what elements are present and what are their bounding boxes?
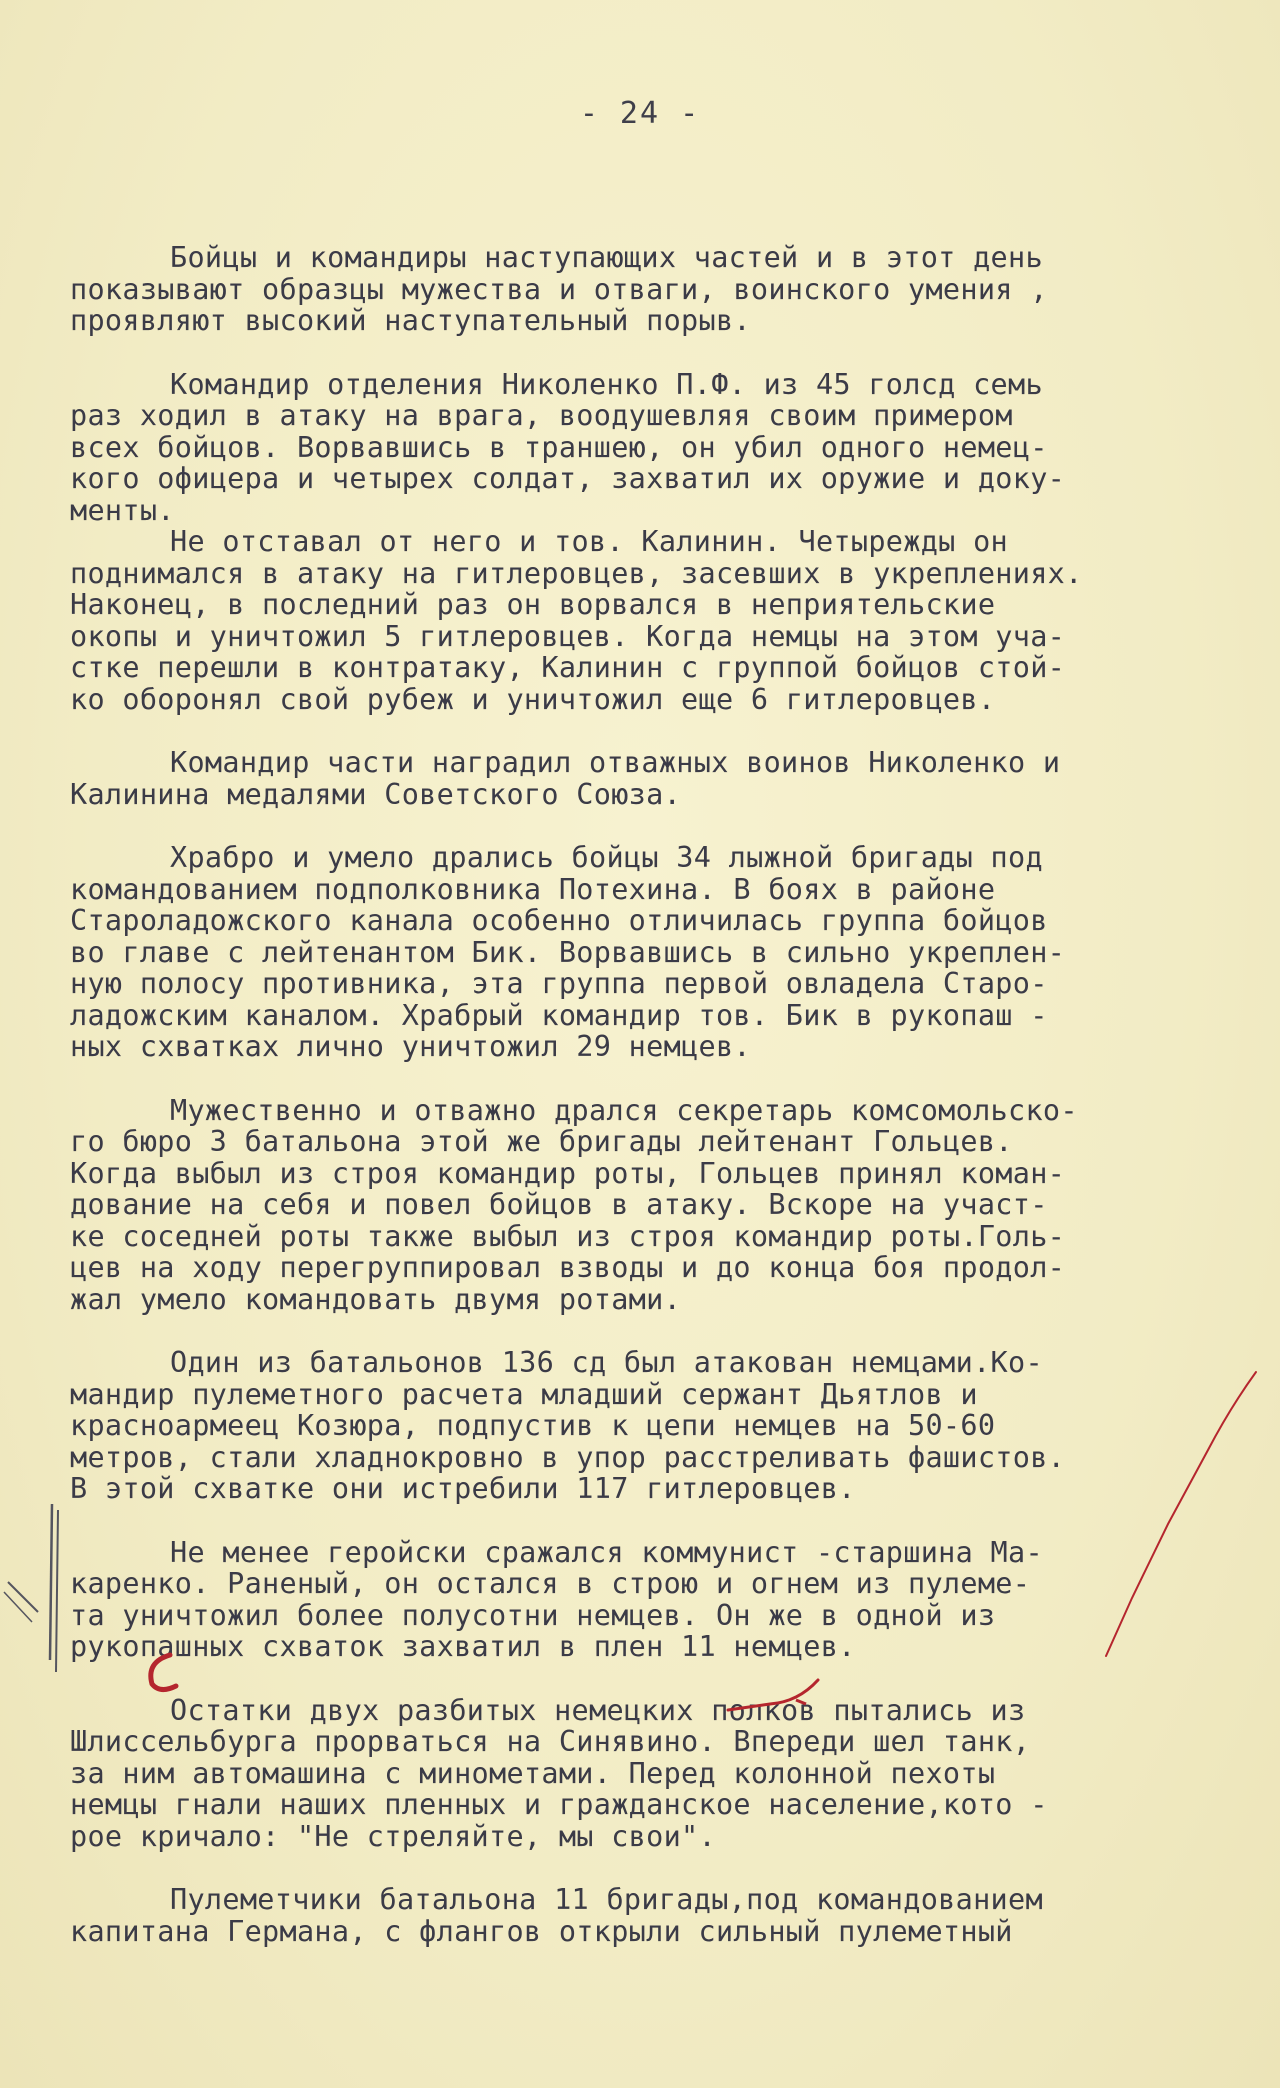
paragraph: [70, 242, 1240, 337]
text-line: Когда выбыл из строя командир роты, Гольцев принял коман-: [70, 1156, 1066, 1190]
text-line: раз ходил в атаку на врага, воодушевляя своим примером: [70, 399, 1013, 432]
document-body: [70, 242, 1240, 1979]
text-line: рое кричало: "Не стреляйте, мы свои".: [70, 1819, 716, 1853]
paragraph: [70, 1537, 1240, 1663]
text-line: Остатки двух разбитых немецких полков пытались из: [170, 1693, 1026, 1727]
text-line: кого офицера и четырех солдат, захватил их оружие и доку-: [70, 462, 1066, 495]
text-line: за ним автомашина с минометами. Перед колонной пехоты: [70, 1756, 996, 1790]
text-line: В этой схватке они истребили 117 гитлеровцев.: [70, 1472, 856, 1505]
pencil-margin-mark: [0, 1500, 80, 1680]
paragraph: [70, 369, 1240, 527]
paragraph: [70, 1347, 1240, 1505]
text-line: капитана Германа, с флангов открыли сильный пулеметный: [70, 1914, 1013, 1948]
paragraph: [70, 842, 1240, 1063]
text-line: командованием подполковника Потехина. В боях в районе: [70, 872, 996, 906]
text-line: красноармеец Козюра, подпустив к цепи немцев на 50-60: [70, 1409, 996, 1442]
paragraph: [70, 1695, 1240, 1853]
paragraph: [70, 526, 1240, 715]
text-line: Мужественно и отважно дрался секретарь комсомольско-: [170, 1093, 1078, 1127]
text-line: та уничтожил более полусотни немцев. Он же в одной из: [70, 1598, 996, 1632]
text-line: Храбро и умело дрались бойцы 34 лыжной бригады под: [170, 841, 1043, 874]
text-line: Не менее геройски сражался коммунист -старшина Ма-: [170, 1535, 1043, 1569]
text-line: ных схватках лично уничтожил 29 немцев.: [70, 1030, 751, 1063]
page-number: - 24 -: [579, 96, 701, 131]
text-line: рукопашных схваток захватил в плен 11 немцев.: [70, 1630, 856, 1663]
text-line: окопы и уничтожил 5 гитлеровцев. Когда немцы на этом уча-: [70, 619, 1066, 653]
paragraph: [70, 747, 1240, 810]
text-line: Не отставал от него и тов. Калинин. Четырежды он: [170, 525, 1009, 558]
text-line: Один из батальонов 136 сд был атакован немцами.Ко-: [170, 1346, 1043, 1379]
text-line: ке соседней роты также выбыл из строя командир роты.Голь-: [70, 1219, 1066, 1253]
text-line: дование на себя и повел бойцов в атаку. Вскоре на участ-: [70, 1188, 1048, 1221]
text-line: Командир отделения Николенко П.Ф. из 45 голсд семь: [170, 367, 1043, 401]
text-line: проявляют высокий наступательный порыв.: [70, 304, 751, 337]
text-line: каренко. Раненый, он остался в строю и огнем из пулеме-: [70, 1567, 1031, 1600]
text-line: всех бойцов. Ворвавшись в траншею, он убил одного немец-: [70, 430, 1048, 464]
text-line: Наконец, в последний раз он ворвался в неприятельские: [70, 588, 996, 621]
text-line: поднимался в атаку на гитлеровцев, засевших в укреплениях.: [70, 556, 1083, 590]
text-line: ладожским каналом. Храбрый командир тов. Бик в рукопаш -: [70, 998, 1048, 1032]
text-line: Командир части наградил отважных воинов Николенко и: [170, 746, 1061, 779]
paragraph: [70, 1884, 1240, 1947]
text-line: цев на ходу перегруппировал взводы и до конца боя продол-: [70, 1251, 1066, 1284]
text-line: Шлиссельбурга прорваться на Синявино. Впереди шел танк,: [70, 1725, 1031, 1758]
text-line: Калинина медалями Советского Союза.: [70, 777, 682, 811]
text-line: Староладожского канала особенно отличилась группа бойцов: [70, 904, 1048, 937]
text-line: показывают образцы мужества и отваги, воинского умения ,: [70, 272, 1048, 306]
text-line: мандир пулеметного расчета младший сержант Дьятлов и: [70, 1377, 978, 1411]
text-line: го бюро 3 батальона этой же бригады лейтенант Гольцев.: [70, 1125, 1013, 1158]
text-line: Пулеметчики батальона 11 бригады,под командованием: [170, 1883, 1043, 1916]
text-line: менты.: [70, 493, 175, 527]
text-line: во главе с лейтенантом Бик. Ворвавшись в сильно укреплен-: [70, 935, 1066, 969]
text-line: метров, стали хладнокровно в упор расстреливать фашистов.: [70, 1440, 1066, 1474]
text-line: немцы гнали наших пленных и гражданское население,кото -: [70, 1788, 1048, 1821]
text-line: ко оборонял свой рубеж и уничтожил еще 6 гитлеровцев.: [70, 682, 996, 716]
text-line: жал умело командовать двумя ротами.: [70, 1282, 682, 1316]
paragraph: [70, 1095, 1240, 1316]
text-line: ную полосу противника, эта группа первой овладела Старо-: [70, 967, 1048, 1000]
text-line: стке перешли в контратаку, Калинин с группой бойцов стой-: [70, 651, 1066, 684]
text-line: Бойцы и командиры наступающих частей и в этот день: [170, 241, 1043, 274]
